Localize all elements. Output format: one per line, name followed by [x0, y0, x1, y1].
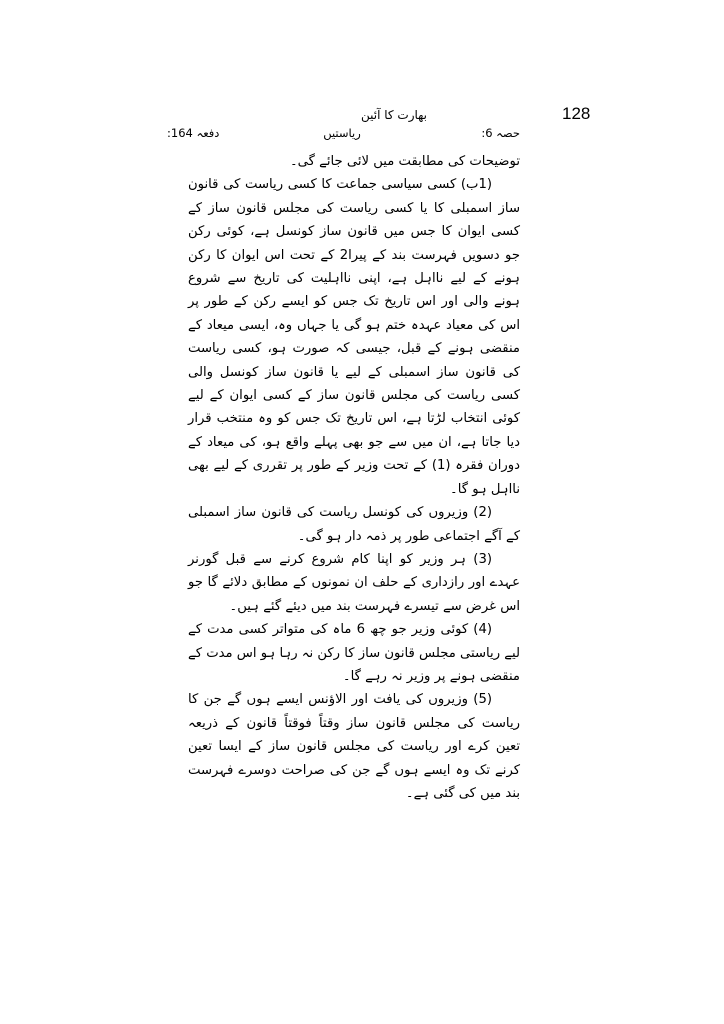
paragraph-clause-2: (2) وزیروں کی کونسل ریاست کی قانون ساز اسمبلی کے آگے اجتماعی طور پر ذمہ دار ہو گی۔ [188, 505, 520, 544]
paragraph-clause-4: (4) کوئی وزیر جو چھ 6 ماہ کی متواتر کسی مدت کے لیے ریاستی مجلس قانون ساز کا رکن نہ رہا ہو اس مدت کے منقضی ہونے پر وزیر نہ رہے گا۔ [188, 622, 520, 684]
section-reference-line [167, 126, 520, 146]
article-body [188, 150, 520, 805]
paragraph-continuation: توضیحات کی مطابقت میں لائی جائے گی۔ [289, 154, 520, 169]
page-number: 128 [562, 104, 591, 123]
running-title: بھارت کا آئین [360, 108, 428, 122]
part-label: حصہ 6: [481, 126, 520, 140]
paragraph-clause-3: (3) ہر وزیر کو اپنا کام شروع کرنے سے قبل گورنر عہدے اور رازداری کے حلف ان نمونوں کے مطابق دلائے گا جو اس غرض سے تیسرے فہرست بند میں دیئے گئے ہیں۔ [188, 551, 520, 614]
chapter-label: ریاستیں [323, 126, 361, 140]
paragraph-clause-1b: (1ب) کسی سیاسی جماعت کا کسی ریاست کی قانون ساز اسمبلی کا یا کسی ریاست کی مجلس قانون ساز کے کسی ایوان کا جس میں قانون ساز کونسل ہے، کوئی رکن جو دسویں فہرست بند کے پیرا2 کے تحت اس ایوان کا رکن ہونے کے لیے نااہل ہے، اپنی نااہلیت کی تاریخ سے شروع ہونے والی اور اس تاریخ تک جس کو ایسے رکن کے طور پر اس کی معیاد عہدہ ختم ہو گی یا جہاں وہ، ایسی میعاد کے منقضی ہونے کے قبل، جیسی کہ صورت ہو، کسی ریاست کی قانون ساز اسمبلی کے لیے یا قانون ساز کونسل والی کسی ریاست کی مجلس قانون ساز کے کسی ایوان کے لیے کوئی انتخاب لڑتا ہے، اس تاریخ تک جس کو وہ منتخب قرار دیا جاتا ہے، ان میں سے جو بھی پہلے واقع ہو، کی میعاد کے دوران فقرہ (1) کے تحت وزیر کے طور پر تقرری کے لیے بھی نااہل ہو گا۔ [188, 177, 520, 497]
article-label: دفعہ 164: [167, 126, 220, 140]
paragraph-clause-5: (5) وزیروں کی یافت اور الاؤنس ایسے ہوں گے جن کا ریاست کی مجلس قانون ساز وقتاً فوقتاً قانون کے ذریعہ تعین کرے اور ریاست کی مجلس قانون ساز کے ایسا تعین کرنے تک وہ ایسے ہوں گے جن کی صراحت دوسرے فہرست بند میں کی گئی ہے۔ [188, 692, 520, 801]
